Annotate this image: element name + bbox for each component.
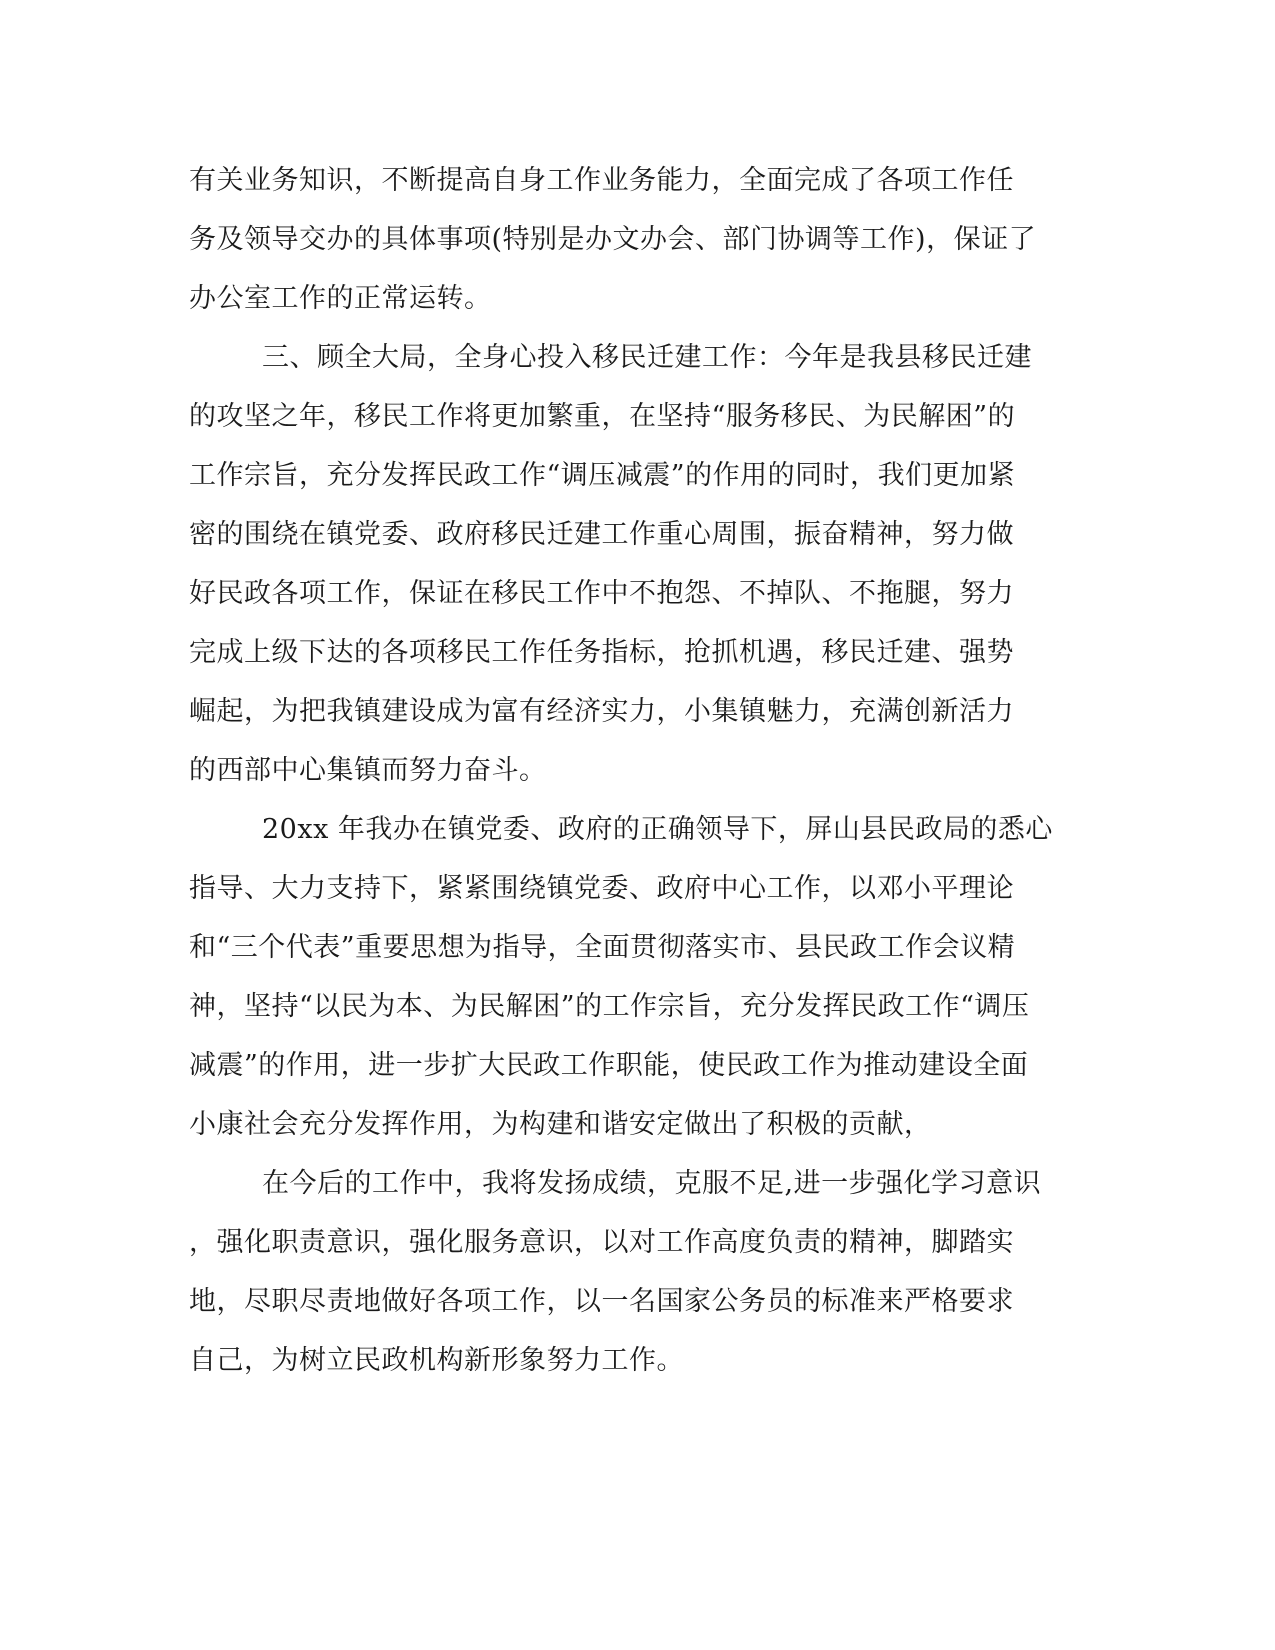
text-line: 自己，为树立民政机构新形象努力工作。 <box>189 1345 684 1376</box>
paragraph-start-line: 在今后的工作中，我将发扬成绩，克服不足,进一步强化学习意识 <box>262 1168 1042 1199</box>
text-line: 工作宗旨，充分发挥民政工作“调压减震”的作用的同时，我们更加紧 <box>189 460 1016 491</box>
text-line: ，强化职责意识，强化服务意识，以对工作高度负责的精神，脚踏实 <box>189 1227 1014 1258</box>
text-line: 的攻坚之年，移民工作将更加繁重，在坚持“服务移民、为民解困”的 <box>189 401 1016 432</box>
paragraph-start-line: 20xx 年我办在镇党委、政府的正确领导下，屏山县民政局的悉心 <box>262 814 1053 845</box>
text-line: 减震”的作用，进一步扩大民政工作职能，使民政工作为推动建设全面 <box>189 1050 1029 1081</box>
text-line: 指导、大力支持下，紧紧围绕镇党委、政府中心工作，以邓小平理论 <box>189 873 1014 904</box>
text-line: 崛起，为把我镇建设成为富有经济实力，小集镇魅力，充满创新活力 <box>189 696 1014 727</box>
text-line: 办公室工作的正常运转。 <box>189 283 492 314</box>
text-line: 务及领导交办的具体事项(特别是办文办会、部门协调等工作)，保证了 <box>189 224 1037 255</box>
text-line: 小康社会充分发挥作用，为构建和谐安定做出了积极的贡献， <box>189 1109 932 1140</box>
text-line: 密的围绕在镇党委、政府移民迁建工作重心周围，振奋精神，努力做 <box>189 519 1014 550</box>
text-line: 完成上级下达的各项移民工作任务指标，抢抓机遇，移民迁建、强势 <box>189 637 1014 668</box>
text-line: 有关业务知识，不断提高自身工作业务能力，全面完成了各项工作任 <box>189 165 1014 196</box>
text-line: 和“三个代表”重要思想为指导，全面贯彻落实市、县民政工作会议精 <box>189 932 1016 963</box>
text-line: 地，尽职尽责地做好各项工作，以一名国家公务员的标准来严格要求 <box>189 1286 1014 1317</box>
text-line: 好民政各项工作，保证在移民工作中不抱怨、不掉队、不拖腿，努力 <box>189 578 1014 609</box>
text-line: 神，坚持“以民为本、为民解困”的工作宗旨，充分发挥民政工作“调压 <box>189 991 1030 1022</box>
paragraph-start-line: 三、顾全大局，全身心投入移民迁建工作：今年是我县移民迁建 <box>262 342 1032 373</box>
text-line: 的西部中心集镇而努力奋斗。 <box>189 755 547 786</box>
